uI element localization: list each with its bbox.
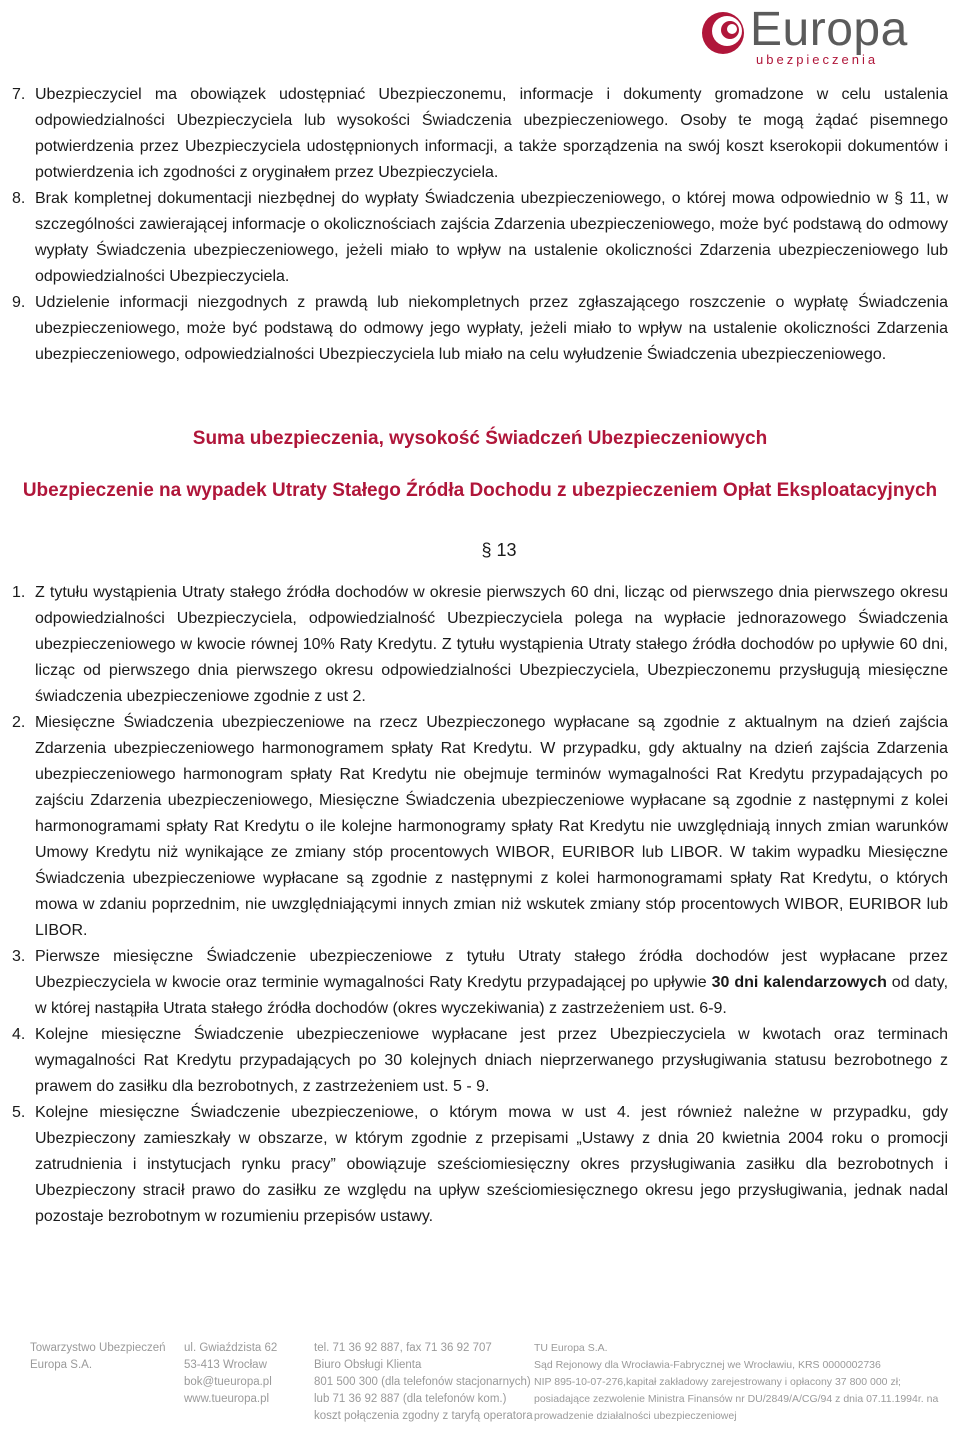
footer-line: koszt połączenia zgodny z taryfą operatora bbox=[314, 1410, 533, 1422]
item-number: 3. bbox=[12, 948, 26, 965]
footer-line: 53-413 Wrocław bbox=[184, 1359, 267, 1371]
paragraph-number bbox=[0, 540, 960, 561]
list-item bbox=[12, 580, 948, 710]
footer-address bbox=[184, 1340, 277, 1408]
footer-line: 801 500 300 (dla telefonów stacjonarnych) bbox=[314, 1376, 531, 1388]
footer-legal bbox=[534, 1340, 938, 1425]
footer-line: tel. 71 36 92 887, fax 71 36 92 707 bbox=[314, 1342, 492, 1354]
section-heading: Suma ubezpieczenia, wysokość Świadczeń Ubezpieczeniowych bbox=[192, 428, 768, 449]
list-item bbox=[12, 186, 948, 290]
item-text: Ubezpieczyciel ma obowiązek udostępniać Ubezpieczonemu, informacje i dokumenty gromadzone w celu ustalenia odpowiedzialności Ubezpieczyciela lub wysokości Świadczenia ubezpieczeniowego. Osoby te mogą żądać pisemnego potwierdzenia przez Ubezpieczyciela udostępnionych informacji, a także sporządzenia na swój koszt kserokopii dokumentów i potwierdzenia ich zgodności z oryginałem przez Ubezpieczyciela. bbox=[35, 86, 948, 181]
logo-wordmark: Europa bbox=[750, 3, 908, 56]
footer-line: Towarzystwo Ubezpieczeń bbox=[30, 1342, 166, 1354]
footer-line: prowadzenie działalności ubezpieczeniowej bbox=[534, 1410, 737, 1422]
section-top bbox=[12, 82, 948, 368]
item-number: 8. bbox=[12, 190, 26, 207]
item-text-start: Pierwsze miesięczne Świadczenie ubezpieczeniowe z tytułu Utraty stałego źródła dochodów jest wypłacane przez Ubezpieczyciela w kwocie oraz terminie wymagalności Raty Kredytu przypadającej po upływie bbox=[35, 948, 948, 991]
item-text: Udzielenie informacji niezgodnych z prawdą lub niekompletnych przez zgłaszającego roszczenie o wypłatę Świadczenia ubezpieczeniowego, może być podstawą do odmowy jego wypłaty, jeżeli miało to wpływ na ustalenie okoliczności Zdarzenia ubezpieczeniowego, odpowiedzialności Ubezpieczyciela lub miało na celu wyłudzenie Świadczenia ubezpieczeniowego. bbox=[35, 294, 948, 363]
footer-line: Sąd Rejonowy dla Wrocławia-Fabrycznej we Wrocławiu, KRS 0000002736 bbox=[534, 1359, 881, 1371]
europa-emblem-icon bbox=[700, 10, 746, 56]
item-number: 1. bbox=[12, 584, 26, 601]
item-number: 4. bbox=[12, 1026, 26, 1043]
item-text-bold: 30 dni kalendarzowych bbox=[711, 974, 887, 991]
footer-line: Biuro Obsługi Klienta bbox=[314, 1359, 422, 1371]
item-number: 9. bbox=[12, 294, 26, 311]
footer-line: NIP 895-10-07-276,kapitał zakładowy zarejestrowany i opłacony 37 800 000 zł; bbox=[534, 1376, 901, 1388]
list-item bbox=[12, 1100, 948, 1230]
item-text-end: od daty, w której nastąpiła Utrata stałego źródła dochodów (okres wyczekiwania) z zastrzeżeniem ust. 6-9. bbox=[35, 974, 949, 1017]
item-text: Brak kompletnej dokumentacji niezbędnej do wypłaty Świadczenia ubezpieczeniowego, o której mowa odpowiednio w § 11, w szczególności zawierającej informacje o okolicznościach zajścia Zdarzenia ubezpieczeniowego, może być podstawą do odmowy wypłaty Świadczenia ubezpieczeniowego, jeżeli miało to wpływ na ustalenie okoliczności Zdarzenia ubezpieczeniowego lub odpowiedzialności Ubezpieczyciela. bbox=[35, 190, 948, 285]
section-bottom bbox=[12, 580, 948, 1230]
footer-line: ul. Gwiaździsta 62 bbox=[184, 1342, 278, 1354]
footer-line: TU Europa S.A. bbox=[534, 1342, 608, 1354]
logo-subtitle: ubezpieczenia bbox=[756, 52, 879, 67]
item-number: 7. bbox=[12, 86, 26, 103]
item-number: 5. bbox=[12, 1104, 26, 1121]
list-item bbox=[12, 710, 948, 944]
europa-logo bbox=[700, 3, 950, 67]
list-item bbox=[12, 944, 948, 1022]
page-footer bbox=[0, 1340, 960, 1420]
section-subheading: Ubezpieczenie na wypadek Utraty Stałego Źródła Dochodu z ubezpieczeniem Opłat Eksploatacyjnych bbox=[22, 480, 938, 501]
list-item bbox=[12, 1022, 948, 1100]
footer-line: posiadające zezwolenie Ministra Finansów nr DU/2849/A/CG/94 z dnia 07.11.1994r. na bbox=[534, 1393, 939, 1405]
footer-line: lub 71 36 92 887 (dla telefonów kom.) bbox=[314, 1393, 507, 1405]
item-text: Kolejne miesięczne Świadczenie ubezpieczeniowe wypłacane jest przez Ubezpieczyciela w kwotach oraz terminach wymagalności Rat Kredytu przypadających po 30 kolejnych dniach nieprzerwanego przysługiwania statusu bezrobotnego z prawem do zasiłku dla bezrobotnych, z zastrzeżeniem ust. 5 - 9. bbox=[35, 1026, 948, 1095]
item-text: Miesięczne Świadczenia ubezpieczeniowe na rzecz Ubezpieczonego wypłacane są zgodnie z aktualnym na dzień zajścia Zdarzenia ubezpieczeniowego harmonogramem spłaty Rat Kredytu. W przypadku, gdy aktualny na dzień zajścia Zdarzenia ubezpieczeniowego harmonogram spłaty Rat Kredytu nie obejmuje terminów wymagalności Rat Kredytu przypadających po zajściu Zdarzenia ubezpieczeniowego, Miesięczne Świadczenia ubezpieczeniowe wypłacane są zgodnie z następnymi z kolei harmonogramami spłaty Rat Kredytu o ile kolejne harmonogramy spłaty Rat Kredytu nie uwzględniają innych zmian warunków Umowy Kredytu niż wynikające ze zmiany stóp procentowych WIBOR, EURIBOR lub LIBOR. W takim wypadku Miesięczne Świadczenia ubezpieczeniowe wypłacane są zgodnie z następnymi z kolei harmonogramami spłaty Rat Kredytu, o których mowa w zdaniu poprzednim, nie uwzględniającymi innych zmian niż wskutek zmiany stóp procentowych WIBOR, EURIBOR lub LIBOR. bbox=[35, 714, 948, 939]
item-number: 2. bbox=[12, 714, 26, 731]
list-item bbox=[12, 82, 948, 186]
item-text: Kolejne miesięczne Świadczenie ubezpieczeniowe, o którym mowa w ust 4. jest również należne w przypadku, gdy Ubezpieczony zamieszkały w obszarze, w którym zgodnie z przepisami „Ustawy z dnia 20 kwietnia 2004 roku o promocji zatrudnienia i instytucjach rynku pracy” obowiązuje sześciomiesięczny okres przysługiwania zasiłku dla bezrobotnych i Ubezpieczony stracił prawo do zasiłku ze względu na upływ sześciomiesięcznego okresu jego przysługiwania, jednak nadal pozostaje bezrobotnym w rozumieniu przepisów ustawy. bbox=[35, 1104, 948, 1225]
footer-website[interactable]: www.tueuropa.pl bbox=[184, 1393, 270, 1405]
paragraph-label: § 13 bbox=[481, 540, 517, 560]
footer-contact bbox=[314, 1340, 533, 1425]
footer-company bbox=[30, 1340, 166, 1374]
list-item bbox=[12, 290, 948, 368]
item-text: Z tytułu wystąpienia Utraty stałego źródła dochodów w okresie pierwszych 60 dni, licząc od pierwszego dnia pierwszego okresu odpowiedzialności Ubezpieczyciela, odpowiedzialność Ubezpieczyciela polega na wypłacie jednorazowego Świadczenia ubezpieczeniowego w kwocie równej 10% Raty Kredytu. Z tytułu wystąpienia Utraty stałego źródła dochodów po upływie 60 dni, licząc od pierwszego dnia pierwszego okresu odpowiedzialności Ubezpieczyciela, Ubezpieczonemu przysługują miesięczne świadczenia ubezpieczeniowe zgodnie z ust 2. bbox=[35, 584, 948, 705]
footer-line: Europa S.A. bbox=[30, 1359, 93, 1371]
footer-email[interactable]: bok@tueuropa.pl bbox=[184, 1376, 272, 1388]
